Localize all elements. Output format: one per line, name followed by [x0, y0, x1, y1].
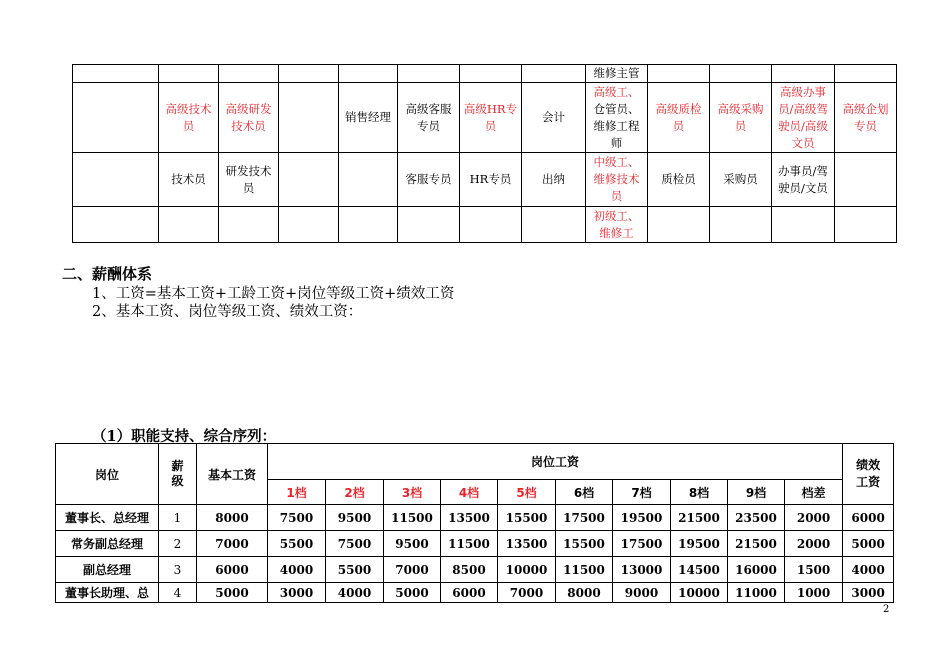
- tier-value: 11500: [441, 531, 498, 557]
- row-perf: 4000: [843, 557, 894, 583]
- header-grade: 薪 级: [159, 444, 197, 505]
- tier-value: 5500: [326, 557, 384, 583]
- tier-value: 11000: [728, 583, 785, 603]
- row-perf: 6000: [843, 505, 894, 531]
- table-cell: 维修主管: [586, 65, 648, 83]
- tier-value: 19500: [613, 505, 671, 531]
- table-cell: 销售经理: [339, 83, 398, 153]
- header-perf: 绩效 工资: [843, 444, 894, 505]
- table-cell: 高级客服专员: [398, 83, 460, 153]
- table-row: [56, 531, 894, 557]
- tier-value: 5000: [384, 583, 441, 603]
- table-cell: 高级企划专员: [835, 83, 897, 153]
- row-perf: 3000: [843, 583, 894, 603]
- row-perf: 5000: [843, 531, 894, 557]
- tier-value: 5500: [268, 531, 326, 557]
- tier-value: 23500: [728, 505, 785, 531]
- table-cell: 初级工、维修工: [586, 207, 648, 243]
- tier-value: 3000: [268, 583, 326, 603]
- row-position: 董事长助理、总: [56, 583, 159, 603]
- paragraph-line: 2、基本工资、岗位等级工资、绩效工资：: [92, 304, 363, 320]
- tier-value: 21500: [728, 531, 785, 557]
- tier-value: 1500: [785, 557, 843, 583]
- tier-header: 7档: [613, 480, 671, 505]
- table-cell: 会计: [522, 83, 586, 153]
- tier-header: 9档: [728, 480, 785, 505]
- table-row: [73, 83, 897, 153]
- tier-value: 7500: [326, 531, 384, 557]
- row-position: 副总经理: [56, 557, 159, 583]
- table-cell: 研发技术员: [219, 153, 279, 207]
- header-position: 岗位: [56, 444, 159, 505]
- table-cell: 高级采购员: [710, 83, 772, 153]
- tier-value: 8500: [441, 557, 498, 583]
- tier-value: 9500: [326, 505, 384, 531]
- tier-value: 17500: [613, 531, 671, 557]
- table-cell: 办事员/驾驶员/文员: [772, 153, 835, 207]
- row-base: 6000: [197, 557, 268, 583]
- tier-value: 15500: [498, 505, 556, 531]
- tier-header: 4档: [441, 480, 498, 505]
- tier-header: 档差: [785, 480, 843, 505]
- row-base: 5000: [197, 583, 268, 603]
- table-cell: HR专员: [460, 153, 522, 207]
- tier-value: 16000: [728, 557, 785, 583]
- tier-value: 10000: [671, 583, 728, 603]
- table-cell: 技术员: [159, 153, 219, 207]
- tier-header: 3档: [384, 480, 441, 505]
- table-cell: 高级技术员: [159, 83, 219, 153]
- table-cell: 高级质检员: [648, 83, 710, 153]
- table-cell: 高级研发技术员: [219, 83, 279, 153]
- tier-value: 17500: [556, 505, 613, 531]
- tier-header: 5档: [498, 480, 556, 505]
- tier-value: 13000: [613, 557, 671, 583]
- table-header-row: [56, 444, 894, 480]
- paragraph-line: 1、工资=基本工资+工龄工资+岗位等级工资+绩效工资: [92, 286, 455, 302]
- table-cell: 中级工、维修技术员: [586, 153, 648, 207]
- tier-value: 9500: [384, 531, 441, 557]
- row-position: 常务副总经理: [56, 531, 159, 557]
- tier-header: 6档: [556, 480, 613, 505]
- position-grade-table: [72, 64, 897, 243]
- table-row: [73, 207, 897, 243]
- tier-value: 9000: [613, 583, 671, 603]
- table-cell: 高级工、 仓管员、 维修工程 师: [586, 83, 648, 153]
- row-grade: 4: [159, 583, 197, 603]
- tier-value: 19500: [671, 531, 728, 557]
- page-number: 2: [883, 604, 890, 615]
- tier-value: 2000: [785, 505, 843, 531]
- tier-value: 4000: [326, 583, 384, 603]
- table-row: [56, 505, 894, 531]
- tier-value: 2000: [785, 531, 843, 557]
- section-heading: 二、薪酬体系: [62, 265, 153, 283]
- tier-value: 6000: [441, 583, 498, 603]
- row-position: 董事长、总经理: [56, 505, 159, 531]
- tier-header: 8档: [671, 480, 728, 505]
- salary-table: [55, 443, 894, 603]
- tier-value: 7500: [268, 505, 326, 531]
- tier-value: 15500: [556, 531, 613, 557]
- tier-value: 10000: [498, 557, 556, 583]
- row-base: 8000: [197, 505, 268, 531]
- tier-value: 14500: [671, 557, 728, 583]
- row-grade: 1: [159, 505, 197, 531]
- table-cell: 采购员: [710, 153, 772, 207]
- row-base: 7000: [197, 531, 268, 557]
- table-row: [73, 65, 897, 83]
- row-grade: 3: [159, 557, 197, 583]
- tier-value: 13500: [441, 505, 498, 531]
- tier-value: 7000: [384, 557, 441, 583]
- tier-value: 11500: [556, 557, 613, 583]
- tier-value: 13500: [498, 531, 556, 557]
- tier-value: 11500: [384, 505, 441, 531]
- table-cell: 客服专员: [398, 153, 460, 207]
- header-base: 基本工资: [197, 444, 268, 505]
- tier-value: 4000: [268, 557, 326, 583]
- table-row: [56, 557, 894, 583]
- table-row: [73, 153, 897, 207]
- table-cell: 高级HR专员: [460, 83, 522, 153]
- row-grade: 2: [159, 531, 197, 557]
- tier-header: 2档: [326, 480, 384, 505]
- tier-value: 7000: [498, 583, 556, 603]
- tier-value: 8000: [556, 583, 613, 603]
- tier-header: 1档: [268, 480, 326, 505]
- tier-value: 1000: [785, 583, 843, 603]
- header-post: 岗位工资: [268, 444, 843, 480]
- tier-value: 21500: [671, 505, 728, 531]
- table-row: [56, 583, 894, 603]
- subsection-heading: （1）职能支持、综合序列：: [92, 428, 277, 445]
- table-cell: 出纳: [522, 153, 586, 207]
- table-cell: 质检员: [648, 153, 710, 207]
- table-cell: 高级办事员/高级驾驶员/高级文员: [772, 83, 835, 153]
